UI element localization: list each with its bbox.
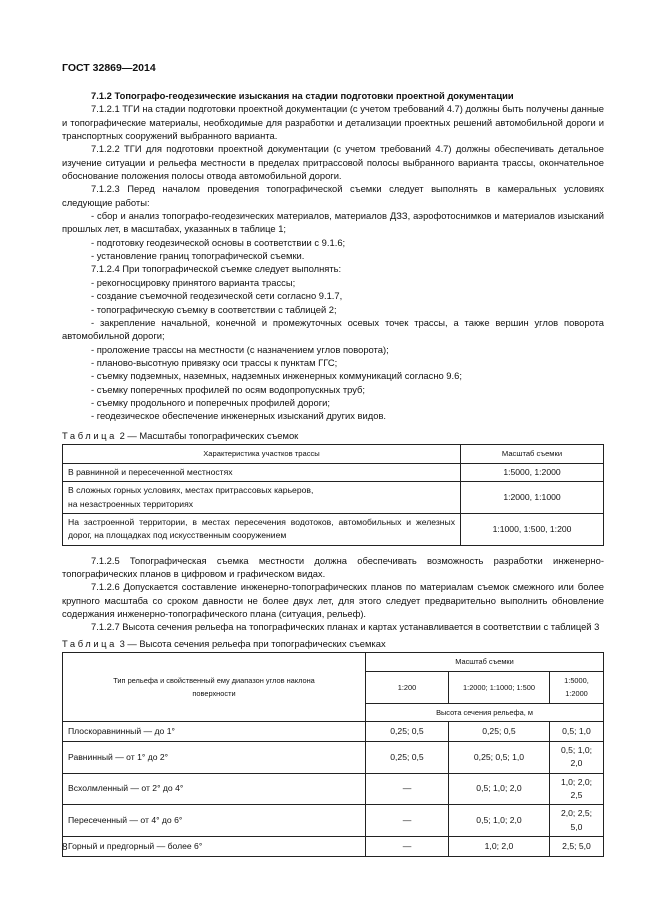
table-header-cell: Высота сечения рельефа, м [366, 703, 604, 721]
table-row [63, 463, 604, 481]
table-header-cell: Масштаб съемки [461, 444, 604, 463]
table-header-cell: Тип рельефа и свойственный ему диапазон углов наклона поверхности [63, 653, 366, 722]
table-cell: 1,0; 2,0; 2,5 [550, 773, 604, 805]
table-row [63, 773, 604, 805]
list-item: - создание съемочной геодезической сети согласно 9.1.7, [91, 290, 343, 302]
table-header-cell: 1:5000, 1:2000 [550, 672, 604, 704]
paragraph-7-1-2-7: 7.1.2.7 Высота сечения рельефа на топографических планах и картах устанавливается в соответствии с таблицей 3 [91, 621, 600, 633]
document-header: ГОСТ 32869—2014 [62, 62, 156, 74]
table-cell: 2,0; 2,5; 5,0 [550, 805, 604, 837]
table-cell: 1:1000, 1:500, 1:200 [461, 513, 604, 545]
table-cell: 0,25; 0,5 [366, 722, 449, 742]
list-item: - съемку подземных, наземных, надземных инженерных коммуникаций согласно 9.6; [91, 370, 462, 382]
paragraph-7-1-2-6: 7.1.2.6 Допускается составление инженерно-топографических планов по материалам съемок смежного или более крупного масштаба со сроком давности не более двух лет, для этого следует предварительно выполнить обновление содержания инженерно-топографического плана (ситуация, рельеф). [62, 581, 604, 620]
list-item: - установление границ топографической съемки. [91, 250, 305, 262]
list-item: - рекогносцировку принятого варианта трассы; [91, 276, 296, 288]
paragraph-7-1-2-5: 7.1.2.5 Топографическая съемка местности должна обеспечивать возможность разработки инженерно-топографических планов в цифровом и графическом видах. [62, 554, 604, 579]
table-header-cell: Характеристика участков трассы [63, 444, 461, 463]
page-number: 8 [62, 842, 68, 853]
table-cell: 0,5; 1,0; 2,0 [550, 742, 604, 774]
list-item: - съемку продольного и поперечных профилей дороги; [91, 396, 330, 408]
table-header-row [63, 653, 604, 672]
table-cell: 0,25; 0,5 [366, 742, 449, 774]
paragraph-7-1-2-3: 7.1.2.3 Перед началом проведения топографической съемки следует выполнять в камеральных условиях следующие работы: [62, 183, 604, 208]
table2-caption-text: 2 — Масштабы топографических съемок [119, 429, 299, 441]
list-item: - геодезическое обеспечение инженерных изысканий других видов. [91, 410, 387, 422]
table-row [63, 513, 604, 545]
table-header-cell: Масштаб съемки [366, 653, 604, 672]
table-row [63, 837, 604, 857]
table3-caption [62, 637, 604, 650]
table-cell: В равнинной и пересеченной местностях [63, 463, 461, 481]
list-item: - сбор и анализ топографо-геодезических материалов, материалов ДЗЗ, аэрофотоснимков и материалов изысканий прошлых лет, в масштабах, указанных в таблице 1; [62, 210, 604, 235]
table2-caption [62, 429, 604, 442]
table-cell: Плоскоравнинный — до 1° [63, 722, 366, 742]
list-item: - подготовку геодезической основы в соответствии с 9.1.6; [91, 236, 346, 248]
table-2 [62, 444, 604, 546]
section-title: 7.1.2 Топографо-геодезические изыскания на стадии подготовки проектной документации [91, 90, 514, 101]
table-header-cell: 1:200 [366, 672, 449, 704]
table-cell: Пересеченный — от 4° до 6° [63, 805, 366, 837]
table-cell: 2,5; 5,0 [550, 837, 604, 857]
table-cell: Горный и предгорный — более 6° [63, 837, 366, 857]
table-row [63, 482, 604, 514]
table2-caption-word: Таблица [62, 429, 117, 441]
paragraph-7-1-2-1: 7.1.2.1 ТГИ на стадии подготовки проектной документации (с учетом требований 4.7) должны быть получены данные и топографические материалы, необходимые для разработки и детализации проектных решений автомобильной дороги и транспортных сооружений выбранного варианта. [62, 103, 604, 142]
list-item: - съемку поперечных профилей по осям водопропускных труб; [91, 383, 366, 395]
list-item: - топографическую съемку в соответствии с таблицей 2; [91, 303, 337, 315]
table3-caption-word: Таблица [62, 637, 117, 649]
table-cell: 1:2000, 1:1000 [461, 482, 604, 514]
table-header-cell: 1:2000; 1:1000; 1:500 [449, 672, 550, 704]
list-item: - планово-высотную привязку оси трассы к пунктам ГГС; [91, 356, 338, 368]
table-cell: 1:5000, 1:2000 [461, 463, 604, 481]
table-row [63, 805, 604, 837]
table-cell: 0,25; 0,5; 1,0 [449, 742, 550, 774]
table-header-row [63, 444, 604, 463]
table-cell: 0,25; 0,5 [449, 722, 550, 742]
table-cell: 1,0; 2,0 [449, 837, 550, 857]
table-3 [62, 652, 604, 857]
paragraph-7-1-2-2: 7.1.2.2 ТГИ для подготовки проектной документации (с учетом требований 4.7) должны обеспечивать детальное изучение ситуации и рельефа местности в пределах притрассовой полосы выбранного варианта трассы, окончательное обоснование положения полосы отвода автомобильной дороги. [62, 143, 604, 182]
document-body [62, 89, 604, 857]
table-cell: — [366, 773, 449, 805]
table-cell: — [366, 805, 449, 837]
table-cell: 0,5; 1,0 [550, 722, 604, 742]
list-item: - закрепление начальной, конечной и промежуточных осевых точек трассы, а также вершин углов поворота автомобильной дороги; [62, 316, 604, 342]
table-cell: — [366, 837, 449, 857]
table-cell: В сложных горных условиях, местах притрассовых карьеров, на незастроенных территориях [63, 482, 461, 514]
table3-caption-text: 3 — Высота сечения рельефа при топографических съемках [119, 637, 386, 649]
table-row [63, 722, 604, 742]
table-cell: 0,5; 1,0; 2,0 [449, 773, 550, 805]
table-cell: Равнинный — от 1° до 2° [63, 742, 366, 774]
table-cell: 0,5; 1,0; 2,0 [449, 805, 550, 837]
list-item: - проложение трассы на местности (с назначением углов поворота); [91, 343, 389, 355]
table-row [63, 742, 604, 774]
table-cell: На застроенной территории, в местах пересечения водотоков, автомобильных и железных дорог, на площадках под искусственным сооружением [63, 513, 461, 545]
paragraph-7-1-2-4: 7.1.2.4 При топографической съемке следует выполнять: [91, 263, 342, 275]
table-cell: Всхолмленный — от 2° до 4° [63, 773, 366, 805]
